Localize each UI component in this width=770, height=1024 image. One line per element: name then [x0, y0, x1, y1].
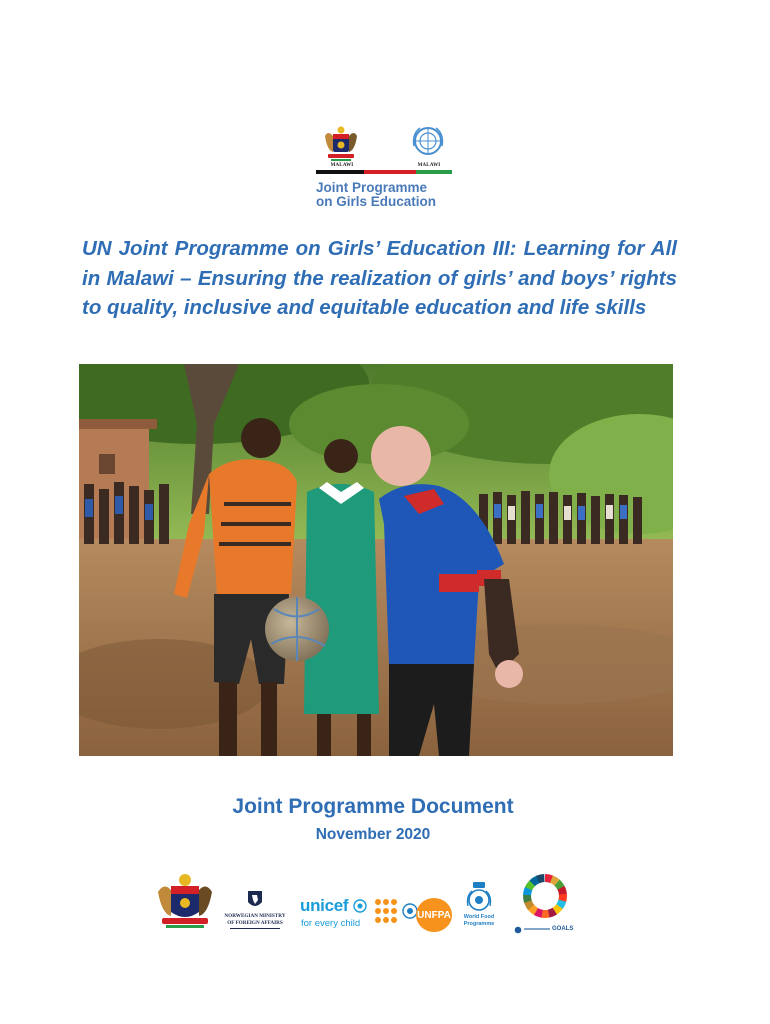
sdg-caption: GOALS — [552, 926, 574, 932]
stripe-red — [364, 170, 416, 174]
cover-photo — [79, 364, 673, 756]
partner-logos — [150, 868, 590, 938]
wfp-line2: Programme — [463, 921, 495, 927]
document-type: Joint Programme Document — [232, 795, 514, 818]
unicef-name: unicef — [300, 896, 349, 915]
wfp-emblem-icon — [465, 882, 493, 912]
norway-lion-icon — [247, 890, 263, 910]
sdg-small-text-bar — [524, 928, 550, 930]
sdg-logo — [512, 872, 578, 936]
norway-underline — [230, 928, 280, 929]
sdg-un-mini-icon — [514, 926, 522, 934]
wfp-line1: World Food — [463, 914, 495, 920]
document-date: November 2020 — [315, 826, 431, 843]
norway-line2: OF FOREIGN AFFAIRS — [227, 920, 283, 926]
undp-dots-icon — [374, 898, 420, 930]
programme-logo-line2: on Girls Education — [316, 194, 437, 209]
unfpa-logo — [416, 898, 452, 932]
norway-line1: NORWEGIAN MINISTRY — [224, 913, 286, 919]
unicef-globe-icon — [353, 899, 367, 913]
malawi-coat-of-arms-icon — [322, 124, 360, 164]
malawi-caption: MALAWI — [330, 163, 354, 168]
programme-logo-line1: Joint Programme — [316, 180, 428, 195]
unicef-logo — [300, 896, 370, 936]
programme-logo — [300, 118, 470, 218]
sdg-wheel-icon — [521, 872, 569, 920]
unicef-tagline: for every child — [301, 918, 361, 929]
norway-ministry-logo — [222, 890, 288, 934]
malawi-coat-of-arms-icon — [156, 872, 214, 932]
document-title: UN Joint Programme on Girls’ Education III: Learning for All in Malawi – Ensuring the realization of girls’ and boys’ rights to quality, inclusive and equitable education and life skills — [82, 237, 677, 319]
unfpa-name: UNFPA — [417, 909, 451, 921]
un-emblem-icon — [408, 124, 448, 162]
stripe-black — [316, 170, 364, 174]
wfp-logo — [458, 882, 500, 936]
un-caption: MALAWI — [417, 163, 441, 168]
stripe-green — [416, 170, 452, 174]
